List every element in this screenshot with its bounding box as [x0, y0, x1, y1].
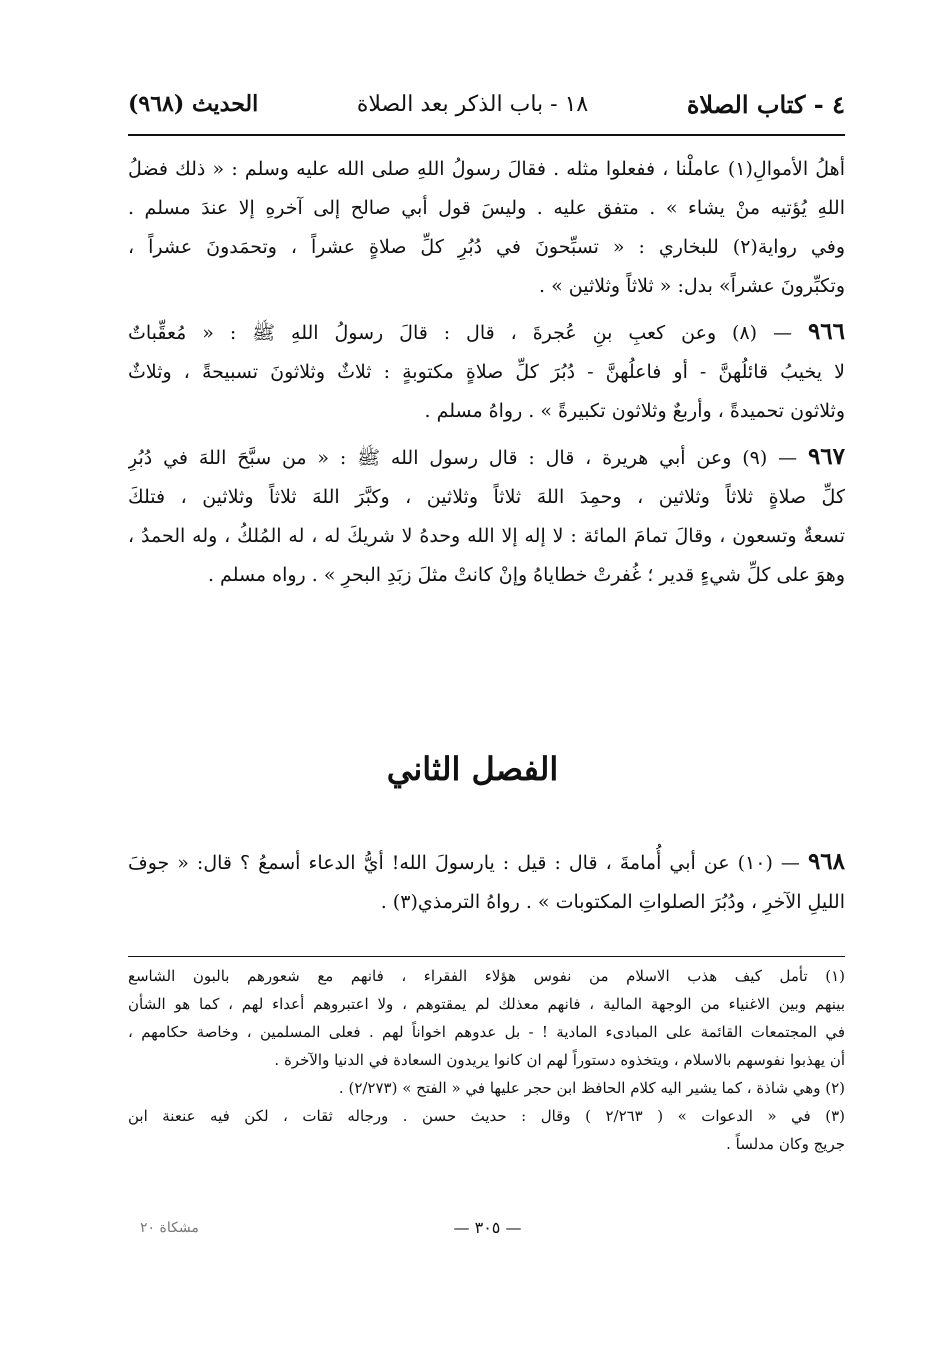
text-line: وهوَ على كلِّ شيءٍ قدير ؛ غُفرتْ خطاياهُ وإنْ كانتْ مثلَ زبَدِ البحرِ » . رواه مسلم . — [207, 564, 845, 586]
text-line: كلِّ صلاةٍ ثلاثاً وثلاثين ، وحمِدَ اللهَ ثلاثاً وثلاثين ، وكبَّرَ اللهَ ثلاثاً وثلاثين ، فتلكَ — [128, 486, 845, 508]
hadith-966 — [128, 312, 845, 431]
hadith-text: — (٨) وعن كعبِ بنِ عُجرةَ ، قال : قالَ رسولُ اللهِ ﷺ : « مُعقِّباتٌ — [128, 322, 793, 344]
text-line: اللهِ يُؤتيه منْ يشاء » . متفق عليه . وليسَ قول أبي صالح إلى آخرهِ إلا عندَ مسلم . — [128, 197, 845, 219]
page-number: — ٣٠٥ — — [453, 1218, 522, 1237]
running-header — [128, 78, 845, 130]
hadith-number: ٩٦٨ — [807, 848, 845, 875]
hadith-968 — [128, 842, 845, 922]
footnote-line: (٣) في « الدعوات » ( ٢/٢٦٣ ) وقال : حديث حسن . ورجاله ثقات ، لكن فيه عنعنة ابن — [128, 1107, 845, 1125]
footer-stamp: مشكاة ٢٠ — [140, 1220, 199, 1236]
header-chapter-title: ١٨ - باب الذكر بعد الصلاة — [356, 91, 589, 117]
footnotes — [128, 962, 845, 1158]
footnote-line: جريج وكان مدلساً . — [726, 1135, 845, 1153]
text-line: وفي رواية(٢) للبخاري : « تسبِّحونَ في دُبُرِ كلِّ صلاةٍ عشراً ، وتحمَدونَ عشراً ، — [128, 236, 845, 258]
footnote-line: (١) تأمل كيف هذب الاسلام من نفوس هؤلاء الفقراء ، فانهم مع شعورهم بالبون الشاسع — [128, 967, 845, 985]
footnote-line: بينهم وبين الاغنياء من الوجهة المالية ، فانهم معذلك لم يمقتوهم ، ولا اعتبروهم أعداء لهم ، كما هو الشأن — [128, 995, 845, 1013]
text-line: تسعةٌ وتسعون ، وقالَ تمامَ المائة : لا إله إلا الله وحدهُ لا شريكَ له ، له المُلكُ ، وله الحمدُ ، — [128, 525, 845, 547]
hadith-text: — (٩) وعن أبي هريرة ، قال : قال رسول الله ﷺ : « من سبَّحَ اللهَ في دُبُرِ — [128, 447, 798, 469]
section-heading: الفصل الثاني — [386, 750, 559, 788]
header-book-title: ٤ - كتاب الصلاة — [686, 89, 845, 119]
header-hadith-number: الحديث (٩٦٨) — [128, 91, 259, 117]
text-line: وتكبِّرونَ عشراً» بدل: « ثلاثاً وثلاثين » . — [539, 275, 845, 297]
header-rule — [128, 134, 845, 136]
text-line: الليلِ الآخرِ ، ودُبُرَ الصلواتِ المكتوبات » . رواهُ الترمذي(٣) . — [380, 891, 845, 913]
text-line — [128, 842, 845, 883]
intro-paragraph — [128, 150, 845, 306]
hadith-number: ٩٦٧ — [807, 443, 845, 470]
footnote-rule — [128, 956, 845, 957]
hadith-number: ٩٦٦ — [807, 318, 845, 345]
hadith-967 — [128, 437, 845, 595]
hadith-text: — (١٠) عن أبي أُمامةَ ، قال : قيل : يارسولَ الله! أيُّ الدعاء أسمعُ ؟ قال: « جوفَ — [128, 852, 800, 874]
text-line: وثلاثون تحميدةً ، وأربعٌ وثلاثون تكبيرةً » . رواهُ مسلم . — [424, 400, 845, 422]
footnote-line: أن يهذبوا نفوسهم بالاسلام ، ويتخذوه دستوراً لهم ان كانوا يريدون السعادة في الدنيا والآخرة . — [274, 1051, 845, 1069]
main-text — [128, 150, 845, 601]
footnote-line: (٢) وهي شاذة ، كما يشير اليه كلام الحافظ ابن حجر عليها في « الفتح » (٢/٢٧٣) . — [338, 1079, 845, 1097]
text-line: أهلُ الأموالِ(١) عاملْنا ، ففعلوا مثله . فقالَ رسولُ اللهِ صلى الله عليه وسلم : « ذلك فضلُ — [128, 158, 845, 180]
footnote-line: في المجتمعات القائمة على المبادىء المادية ! - بل عدوهم اخواناً لهم . فعلى المسلمين ، وخاصة حكامهم ، — [128, 1023, 845, 1041]
section-two-text — [128, 842, 845, 928]
text-line — [128, 437, 845, 478]
text-line — [128, 312, 845, 353]
text-line: لا يخيبُ قائلُهنَّ - أو فاعلُهنَّ - دُبُرَ كلِّ صلاةٍ مكتوبةٍ : ثلاثٌ وثلاثونَ تسبيحةً ، وثلاثٌ — [128, 361, 845, 383]
page-footer — [130, 1218, 845, 1248]
